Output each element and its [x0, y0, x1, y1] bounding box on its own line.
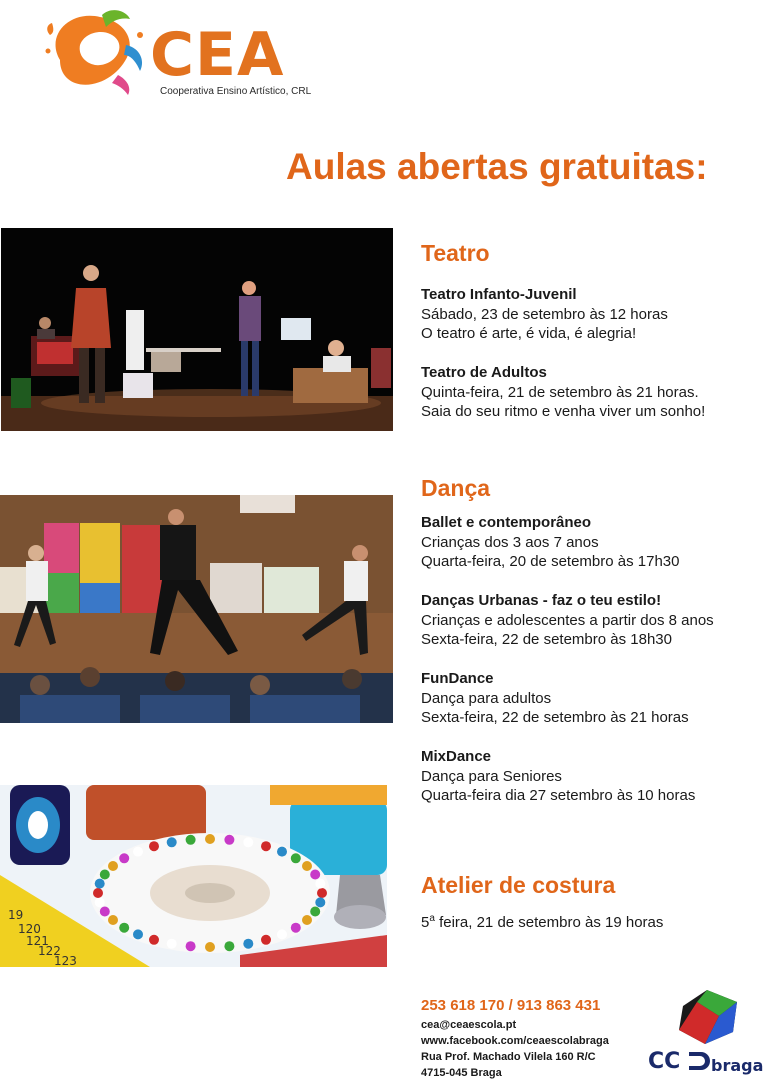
pin-head: [277, 847, 287, 857]
class-detail: Quarta-feira, 20 de setembro às 17h30: [421, 553, 680, 570]
contact-block: [421, 1017, 609, 1081]
pin-head: [100, 870, 110, 880]
pin-head: [93, 888, 103, 898]
pin-head: [149, 935, 159, 945]
pin-head: [261, 841, 271, 851]
class-detail: Sexta-feira, 22 de setembro às 21 horas: [421, 709, 689, 726]
pin-head: [95, 879, 105, 889]
ruler-number: 19: [8, 908, 24, 922]
class-detail: Crianças e adolescentes a partir dos 8 anos: [421, 611, 714, 629]
pin-head: [243, 837, 253, 847]
pin-head: [119, 853, 129, 863]
ruler-number: 122: [38, 944, 61, 958]
phone-numbers: 253 618 170 / 913 863 431: [421, 997, 601, 1014]
pin-head: [277, 929, 287, 939]
class-name: Teatro Infanto-Juvenil: [421, 286, 577, 303]
pin-head: [119, 923, 129, 933]
ccd-mark: CC: [648, 1049, 681, 1074]
pin-head: [310, 907, 320, 917]
ruler-number: 123: [54, 954, 77, 967]
costura-date: [421, 909, 663, 933]
class-detail: Dança para Seniores: [421, 767, 562, 785]
pin-head: [167, 837, 177, 847]
teatro-photo: [1, 228, 393, 431]
paint-splash-logo-icon: [40, 5, 150, 100]
danca-fundance: [421, 669, 689, 728]
date-prefix: 5: [421, 914, 430, 931]
danca-ballet: [421, 513, 680, 572]
teatro-adultos: [421, 363, 705, 422]
pin-head: [186, 941, 196, 951]
pin-head: [205, 942, 215, 952]
page-title: Aulas abertas gratuitas:: [286, 146, 708, 187]
pin-head: [291, 923, 301, 933]
pin-head: [133, 847, 143, 857]
class-detail: Sexta-feira, 22 de setembro às 18h30: [421, 631, 672, 648]
pin-head: [317, 888, 327, 898]
class-name: Teatro de Adultos: [421, 364, 547, 381]
ccd-braga-logo-icon: [645, 988, 763, 1078]
teatro-infanto-juvenil: [421, 285, 668, 344]
pin-head: [149, 841, 159, 851]
logo-subtitle: Cooperativa Ensino Artístico, CRL: [160, 86, 312, 97]
pin-head: [224, 835, 234, 845]
pin-head: [205, 834, 215, 844]
class-detail: Dança para adultos: [421, 689, 552, 707]
email-link[interactable]: cea@ceaescola.pt: [421, 1019, 517, 1031]
costura-heading: Atelier de costura: [421, 872, 616, 898]
class-name: Ballet e contemporâneo: [421, 514, 592, 531]
address-line: Rua Prof. Machado Vilela 160 R/C: [421, 1051, 596, 1063]
pin-head: [133, 929, 143, 939]
date-rest: feira, 21 de setembro às 19 horas: [434, 914, 664, 931]
danca-heading: Dança: [421, 475, 491, 501]
pin-head: [261, 935, 271, 945]
pin-head: [108, 915, 118, 925]
pin-head: [108, 861, 118, 871]
pin-head: [310, 870, 320, 880]
pin-head: [315, 897, 325, 907]
ruler-number: 121: [26, 934, 49, 948]
facebook-link[interactable]: www.facebook.com/ceaescolabraga: [421, 1035, 609, 1047]
class-detail: O teatro é arte, é vida, é alegria!: [421, 325, 637, 342]
ruler-number: 120: [18, 922, 41, 936]
costura-photo: [0, 785, 387, 967]
class-detail: Quarta-feira dia 27 setembro às 10 horas: [421, 787, 696, 804]
teatro-heading: Teatro: [421, 240, 490, 266]
pin-head: [302, 915, 312, 925]
pin-head: [302, 861, 312, 871]
class-name: Danças Urbanas - faz o teu estilo!: [421, 592, 662, 609]
class-name: FunDance: [421, 670, 494, 687]
date-superscript: a: [429, 913, 435, 924]
address-line: 4715-045 Braga: [421, 1067, 502, 1079]
pin-head: [224, 941, 234, 951]
danca-photo: [0, 495, 393, 723]
logo-wordmark: CEA: [150, 20, 285, 90]
pin-head: [291, 853, 301, 863]
class-detail: Sábado, 23 de setembro às 12 horas: [421, 305, 668, 323]
pin-head: [186, 835, 196, 845]
pin-head: [315, 879, 325, 889]
pin-head: [167, 939, 177, 949]
class-detail: Saia do seu ritmo e venha viver um sonho!: [421, 403, 706, 420]
class-detail: Quinta-feira, 21 de setembro às 21 horas.: [421, 383, 699, 401]
pin-head: [100, 907, 110, 917]
ccd-city: braga: [711, 1056, 763, 1075]
class-detail: Crianças dos 3 aos 7 anos: [421, 533, 599, 551]
pin-head: [243, 939, 253, 949]
pin-head: [95, 897, 105, 907]
class-name: MixDance: [421, 748, 492, 765]
danca-mixdance: [421, 747, 695, 806]
danca-urbanas: [421, 591, 714, 650]
